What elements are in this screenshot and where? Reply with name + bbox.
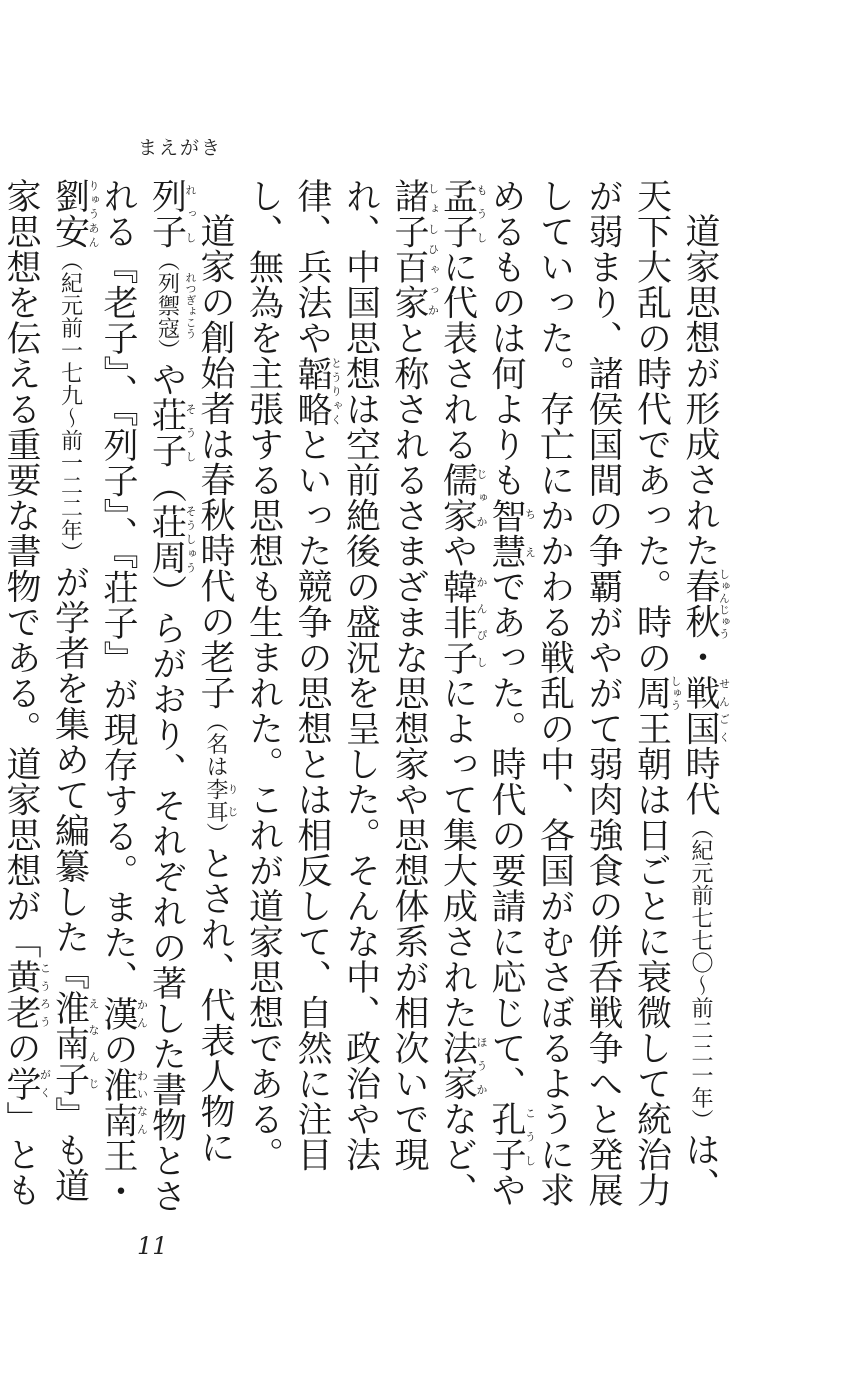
text-run: 』も道家思想を伝える重要な書物である。道家思想が「 bbox=[1, 178, 90, 1203]
ruby-soshu bbox=[146, 503, 197, 575]
text-run: など、 bbox=[437, 1101, 478, 1208]
ruby-kan bbox=[98, 995, 149, 1032]
date-note: （紀元前一七九～前一二二年） bbox=[57, 249, 83, 564]
ruby-base: 諸子百家 bbox=[389, 178, 429, 320]
ruby-reading: えなんじ bbox=[87, 990, 100, 1097]
paragraph-2 bbox=[0, 178, 239, 1228]
ruby-kanpishi bbox=[437, 568, 488, 676]
ruby-base: 韓非子 bbox=[437, 568, 478, 675]
text-run: 時代 bbox=[680, 745, 720, 817]
text-run: 王朝は日ごとに衰微して統治力が弱まり、諸侯国間の争覇がやがて弱肉強食の併呑戦争へと発展していった。存亡にかかわる戦乱の中、各国がむさぼるように求めるものは何よりも bbox=[486, 178, 672, 1208]
note-text: ） bbox=[146, 574, 187, 610]
ruby-reading: そうしゅう bbox=[184, 503, 197, 575]
text-run: 王・ bbox=[98, 1137, 138, 1209]
paragraph-1 bbox=[239, 178, 730, 1228]
ruby-reading: とうりゃく bbox=[329, 355, 343, 427]
ruby-koshi bbox=[486, 1101, 537, 1172]
ruby-base: 韜略 bbox=[292, 355, 332, 427]
text-run: 道家の創始者は春秋時代の老子 bbox=[195, 213, 235, 710]
ruby-reading: こうろう bbox=[38, 959, 52, 1030]
ruby-retsugyoko bbox=[154, 271, 197, 340]
text-run: であった。時代の要請に応じて、 bbox=[486, 568, 526, 1101]
ruby-base: 孟子 bbox=[437, 178, 478, 249]
ruby-reading: ちえ bbox=[523, 497, 537, 569]
ruby-reading: れつぎょこう bbox=[184, 271, 197, 339]
ruby-reading: りじ bbox=[226, 777, 239, 823]
note-text: （名は bbox=[203, 710, 228, 778]
ruby-ryuan bbox=[49, 178, 100, 249]
ruby-base: 法家 bbox=[437, 1030, 478, 1101]
note-text: （ bbox=[146, 468, 187, 504]
note-text: （ bbox=[154, 249, 180, 272]
text-run: 」とも bbox=[1, 1101, 41, 1208]
ruby-base: 淮南 bbox=[98, 1066, 138, 1138]
text-run: は、天下大乱の時代であった。時の bbox=[631, 178, 720, 1203]
ruby-base: 孔子 bbox=[486, 1101, 526, 1172]
ruby-reading: しょしひゃっか bbox=[426, 178, 440, 320]
ruby-base: 戦国 bbox=[680, 674, 720, 746]
ruby-resshi bbox=[146, 178, 197, 249]
ruby-base: 智慧 bbox=[486, 497, 526, 569]
ruby-base: 周 bbox=[631, 675, 672, 711]
ruby-reading: じゅか bbox=[475, 462, 488, 533]
ruby-base: 李耳 bbox=[203, 777, 228, 823]
ruby-reading: しゅう bbox=[669, 675, 682, 711]
ruby-moshi bbox=[437, 178, 488, 249]
ruby-enanji bbox=[49, 990, 100, 1097]
note-text: ） bbox=[154, 339, 180, 362]
ruby-chie bbox=[486, 497, 537, 569]
ruby-riji bbox=[203, 777, 239, 823]
text-run: らがおり、それぞれの著した書物とされる『老子』、『列子』、『荘子』が現存する。また、 bbox=[98, 178, 187, 1214]
text-run: が学者を集めて編纂した『 bbox=[49, 564, 90, 990]
text-run: の bbox=[1, 1030, 41, 1066]
ruby-reading: がく bbox=[38, 1065, 52, 1101]
ruby-base: 列子 bbox=[146, 178, 187, 249]
ruby-reading: れっし bbox=[184, 178, 197, 249]
note-text: ） bbox=[203, 822, 228, 845]
ruby-base: 列禦寇 bbox=[154, 271, 180, 339]
name-note bbox=[154, 249, 197, 362]
text-run: の bbox=[98, 1031, 138, 1067]
ruby-gaku bbox=[1, 1065, 52, 1102]
ruby-base: 黄老 bbox=[1, 959, 41, 1030]
ruby-reading: かん bbox=[135, 995, 149, 1031]
page-number: 11 bbox=[137, 1232, 168, 1260]
ruby-shu bbox=[631, 675, 682, 711]
ruby-reading: こうし bbox=[523, 1101, 537, 1172]
ruby-base: 荘周 bbox=[146, 503, 187, 575]
ruby-base: 学 bbox=[1, 1065, 41, 1101]
ruby-toryaku bbox=[292, 355, 343, 427]
name-note bbox=[203, 710, 239, 845]
ruby-wainan bbox=[98, 1066, 149, 1138]
body-text bbox=[1, 178, 731, 1228]
text-run: ・ bbox=[680, 639, 720, 675]
ruby-base: 春秋 bbox=[680, 568, 720, 639]
ruby-base: 淮南子 bbox=[49, 990, 90, 1097]
text-run: と称されるさまざまな思想家や思想体系が相次いで現れ、中国思想は空前絶後の盛況を呈した。そんな中、政治や法律、兵法や bbox=[292, 178, 429, 1172]
ruby-reading: せんごく bbox=[717, 674, 731, 746]
ruby-base: 荘子 bbox=[146, 397, 187, 468]
ruby-shoshihyakka bbox=[389, 178, 440, 320]
text-run: によって集大成された bbox=[437, 675, 478, 1030]
ruby-juka bbox=[437, 462, 488, 533]
date-note: （紀元前七七〇～前二二一年） bbox=[688, 816, 713, 1132]
running-head: まえがき bbox=[138, 137, 223, 159]
ruby-base: 漢 bbox=[98, 995, 138, 1031]
text-run: に代表される bbox=[437, 249, 478, 462]
text-run: や bbox=[437, 533, 478, 569]
ruby-reading: かんぴし bbox=[475, 568, 488, 675]
ruby-reading: わいなん bbox=[135, 1066, 149, 1138]
ruby-reading: ほうか bbox=[475, 1030, 488, 1101]
ruby-reading: しゅんじゅう bbox=[717, 568, 731, 639]
ruby-base: 儒家 bbox=[437, 462, 478, 533]
ruby-reading: そうし bbox=[184, 397, 197, 468]
ruby-soshi bbox=[146, 397, 197, 468]
text-run: とされ、代表人物に bbox=[195, 845, 235, 1165]
text-run: 道家思想が形成された bbox=[680, 213, 720, 568]
text-run: や bbox=[486, 1172, 526, 1208]
ruby-koro bbox=[1, 959, 52, 1030]
ruby-sengoku bbox=[680, 674, 731, 746]
ruby-reading: もうし bbox=[475, 178, 488, 249]
text-run: といった競争の思想とは相反して、自然に注目し、無為を主張する思想も生まれた。これが道家思想である。 bbox=[243, 178, 332, 1172]
ruby-hoka bbox=[437, 1030, 488, 1101]
text-run: や bbox=[146, 361, 187, 397]
name-note-inline bbox=[146, 468, 197, 610]
ruby-shunju bbox=[680, 568, 731, 639]
ruby-base: 劉安 bbox=[49, 178, 90, 249]
ruby-reading: りゅうあん bbox=[87, 178, 100, 249]
